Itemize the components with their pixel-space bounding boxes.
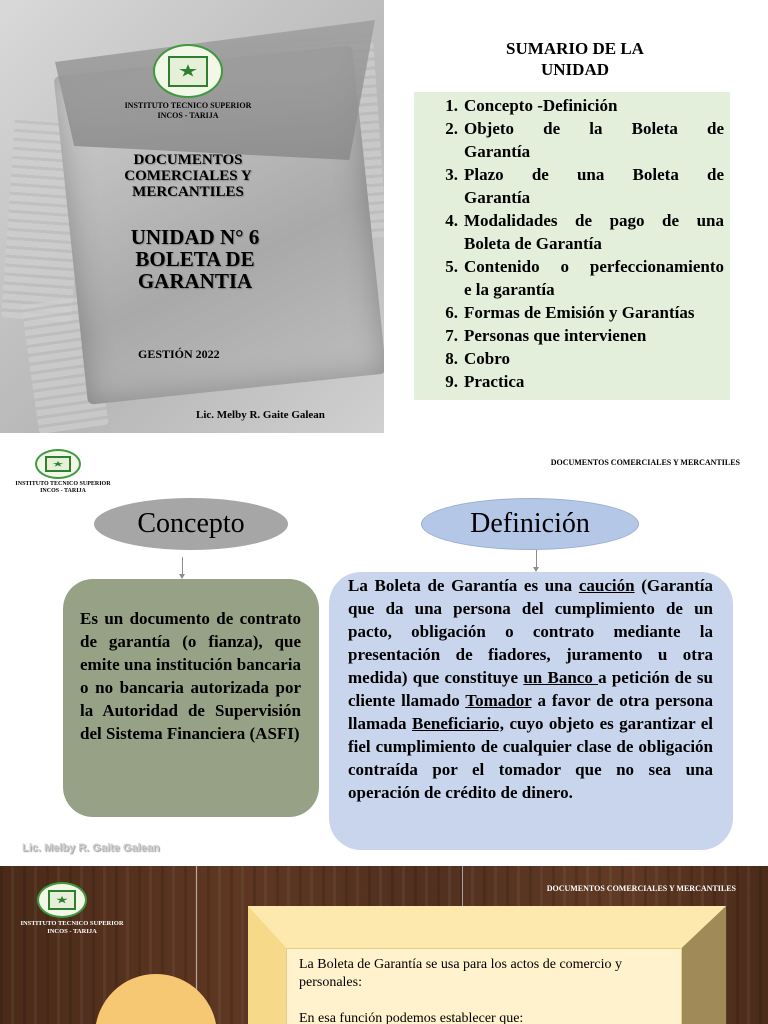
summary-item-number: 2. [445,119,458,138]
summary-title [470,38,680,80]
unit-title [95,226,295,292]
summary-item-number: 4. [445,211,458,230]
summary-item-text: Objeto de la Boleta de [464,119,724,138]
concepto-oval: Concepto [94,498,288,550]
summary-item-number: 3. [445,165,458,184]
summary-list-item [420,301,724,324]
institute-line: INSTITUTO TECNICO SUPERIOR [15,481,111,487]
summary-title-line: UNIDAD [541,60,609,79]
author-name: Lic. Melby R. Gaite Galean [22,842,160,854]
gestion-year: GESTIÓN 2022 [138,347,220,361]
summary-item-number: 5. [445,257,458,276]
envelope-background-photo [0,0,384,433]
concepto-text-box: Es un documento de contrato de garantía (o fianza), que emite una institución bancaria o no bancaria autorizada por la Autoridad de Supervisión del Sistema Financiera (ASFI) [63,579,319,817]
summary-list-item [420,347,724,370]
institute-logo [35,449,81,479]
summary-item-number: 1. [445,96,458,115]
definition-term-banco: un Banco [523,668,599,687]
logo-emblem-icon [48,890,77,910]
summary-list-item [420,370,724,393]
logo-emblem-icon [168,56,209,87]
envelope-flap-image [55,20,375,160]
summary-list-item [420,117,724,140]
summary-item-text: Formas de Emisión y Garantías [464,303,695,322]
summary-item-text: Boleta de Garantía [464,234,602,253]
definition-term-caucion: caución [578,576,635,595]
slide-concept-definition [0,436,768,864]
unit-title-line: BOLETA DE [135,247,255,271]
institute-line: INSTITUTO TECNICO SUPERIOR [124,101,252,110]
definition-term-beneficiario: Beneficiario, [411,714,505,733]
institute-line: INCOS - TARIJA [40,488,86,494]
institute-logo [37,882,87,918]
institute-line: INCOS - TARIJA [47,928,97,935]
definition-text: La Boleta de Garantía es una [348,576,579,595]
definition-text: (Garantía que da una persona del cumplimiento de un pacto, obligación o contrato mediante la presentación de fiadores, juramento u otra medida) que constituye [348,576,713,687]
author-name: Lic. Melby R. Gaite Galean [196,409,325,421]
summary-list-item [420,232,724,255]
slide-title-summary [0,0,768,433]
definicion-oval: Definición [421,498,639,550]
course-title-line: MERCANTILES [132,184,244,200]
summary-item-text: Garantía [464,142,531,161]
summary-list-item [420,255,724,278]
course-header: DOCUMENTOS COMERCIALES Y MERCANTILES [546,884,736,893]
summary-list-item [420,324,724,347]
summary-item-number [420,278,464,301]
institute-line: INSTITUTO TECNICO SUPERIOR [20,920,124,927]
body-paragraph: En esa función podemos establecer que: [299,1011,524,1024]
institute-name [8,481,118,495]
summary-item-text: Personas que intervienen [464,326,647,345]
summary-item-number [420,232,464,255]
institute-line: INCOS - TARIJA [157,111,219,120]
definition-term-tomador: Tomador [465,691,532,710]
summary-item-text: Cobro [464,349,510,368]
summary-list-item [420,278,724,301]
summary-item-text: Contenido o perfeccionamiento [464,257,724,276]
summary-item-text: Plazo de una Boleta de [464,165,724,184]
definicion-text-box [329,572,733,850]
summary-item-text: Practica [464,372,525,391]
down-arrow-icon [536,550,537,568]
content-panel [286,948,682,1024]
logo-emblem-icon [45,456,71,472]
definition-text: a favor de otra persona llamada [348,691,713,733]
course-title-line: DOCUMENTOS [133,152,243,168]
definition-text: cuyo objeto es garantizar el fiel cumplimiento de cualquier clase de obligación contraída por el tomador que no sea una operación de crédito de dinero. [348,714,714,802]
summary-list-item [420,163,724,186]
frame-bevel [248,906,726,948]
body-paragraph: La Boleta de Garantía se usa para los actos de comercio y personales: [299,957,623,990]
unit-title-line: UNIDAD N° 6 [130,225,260,249]
slide-uses [0,866,768,1024]
summary-item-text: Garantía [464,188,531,207]
institute-name [100,101,276,121]
summary-title-line: SUMARIO DE LA [506,39,644,58]
summary-list [414,92,730,400]
institute-name [10,920,134,936]
content-frame [248,906,726,1024]
summary-item-text: e la garantía [464,280,555,299]
summary-item-number [420,186,464,209]
summary-item-number: 9. [445,372,458,391]
summary-item-number: 8. [445,349,458,368]
down-arrow-icon [182,557,183,575]
course-title [100,152,276,200]
summary-list-item [420,94,724,117]
summary-item-number: 7. [445,326,458,345]
summary-list-item [420,209,724,232]
summary-item-number: 6. [445,303,458,322]
definition-text: a petición de su cliente llamado [348,668,713,710]
summary-item-text: Modalidades de pago de una [464,211,724,230]
decorative-circle [95,974,217,1024]
summary-item-number [420,140,464,163]
summary-item-text: Concepto -Definición [464,96,618,115]
course-title-line: COMERCIALES Y [124,168,252,184]
course-header: DOCUMENTOS COMERCIALES Y MERCANTILES [550,458,740,467]
unit-title-line: GARANTIA [137,269,253,293]
summary-list-item [420,186,724,209]
summary-list-item [420,140,724,163]
institute-logo [153,44,223,98]
